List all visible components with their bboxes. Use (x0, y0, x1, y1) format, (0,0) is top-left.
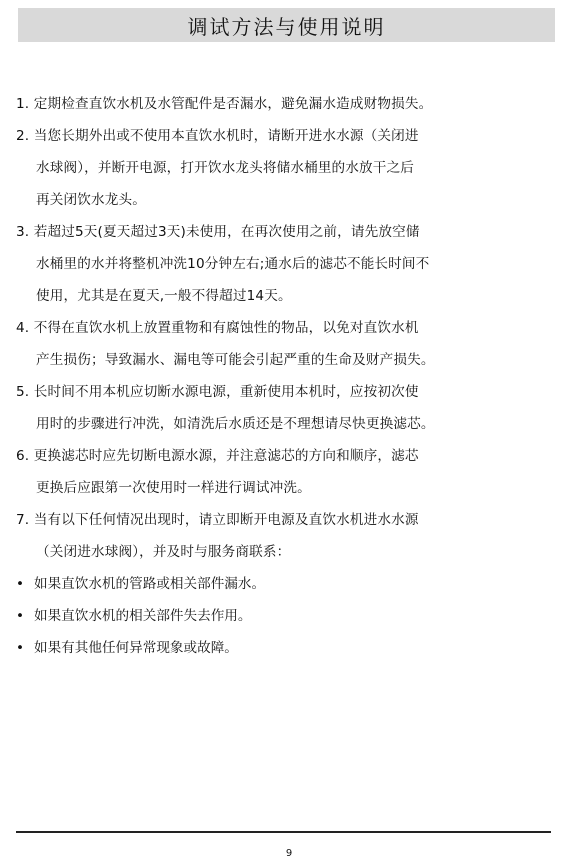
bullet-text: 如果直饮水机的相关部件失去作用。 (34, 608, 252, 624)
instruction-line: 水桶里的水并将整机冲洗10分钟左右;通水后的滤芯不能长时间不 (36, 256, 430, 272)
bullet-item-2 (16, 600, 572, 632)
instruction-item-6 (16, 440, 572, 504)
instruction-item-5 (16, 376, 572, 440)
instruction-line: 2. 当您长期外出或不使用本直饮水机时，请断开进水水源（关闭进 (16, 128, 419, 144)
instruction-item-4 (16, 312, 572, 376)
bullet-icon: • (16, 576, 25, 592)
footer-divider (16, 831, 551, 833)
instruction-line: 更换后应跟第一次使用时一样进行调试冲洗。 (36, 480, 311, 496)
instruction-item-1 (16, 88, 572, 120)
bullet-icon: • (16, 640, 25, 656)
instruction-line: （关闭进水球阀），并及时与服务商联系： (36, 544, 291, 560)
title-banner (18, 8, 555, 42)
instruction-line: 1. 定期检查直饮水机及水管配件是否漏水，避免漏水造成财物损失。 (16, 96, 433, 112)
bullet-text: 如果直饮水机的管路或相关部件漏水。 (34, 576, 266, 592)
instruction-line: 再关闭饮水龙头。 (36, 192, 146, 208)
bullet-icon: • (16, 608, 25, 624)
bullet-text: 如果有其他任何异常现象或故障。 (34, 640, 238, 656)
instruction-item-3 (16, 216, 572, 312)
instruction-line: 3. 若超过5天(夏天超过3天)未使用，在再次使用之前，请先放空储 (16, 224, 420, 240)
instruction-line: 5. 长时间不用本机应切断水源电源，重新使用本机时，应按初次使 (16, 384, 419, 400)
instruction-line: 4. 不得在直饮水机上放置重物和有腐蚀性的物品，以免对直饮水机 (16, 320, 419, 336)
instruction-line: 水球阀），并断开电源，打开饮水龙头将储水桶里的水放干之后 (36, 160, 415, 176)
instruction-list (16, 88, 572, 664)
instruction-line: 6. 更换滤芯时应先切断电源水源，并注意滤芯的方向和顺序，滤芯 (16, 448, 419, 464)
instruction-line: 产生损伤；导致漏水、漏电等可能会引起严重的生命及财产损失。 (36, 352, 435, 368)
page-number: 9 (285, 848, 293, 859)
instruction-item-2 (16, 120, 572, 216)
instruction-line: 使用，尤其是在夏天,一般不得超过14天。 (36, 288, 292, 304)
bullet-item-3 (16, 632, 572, 664)
instruction-item-7 (16, 504, 572, 568)
bullet-item-1 (16, 568, 572, 600)
instruction-line: 用时的步骤进行冲洗，如清洗后水质还是不理想请尽快更换滤芯。 (36, 416, 435, 432)
instruction-line: 7. 当有以下任何情况出现时，请立即断开电源及直饮水机进水水源 (16, 512, 419, 528)
page-title: 调试方法与使用说明 (187, 14, 386, 39)
